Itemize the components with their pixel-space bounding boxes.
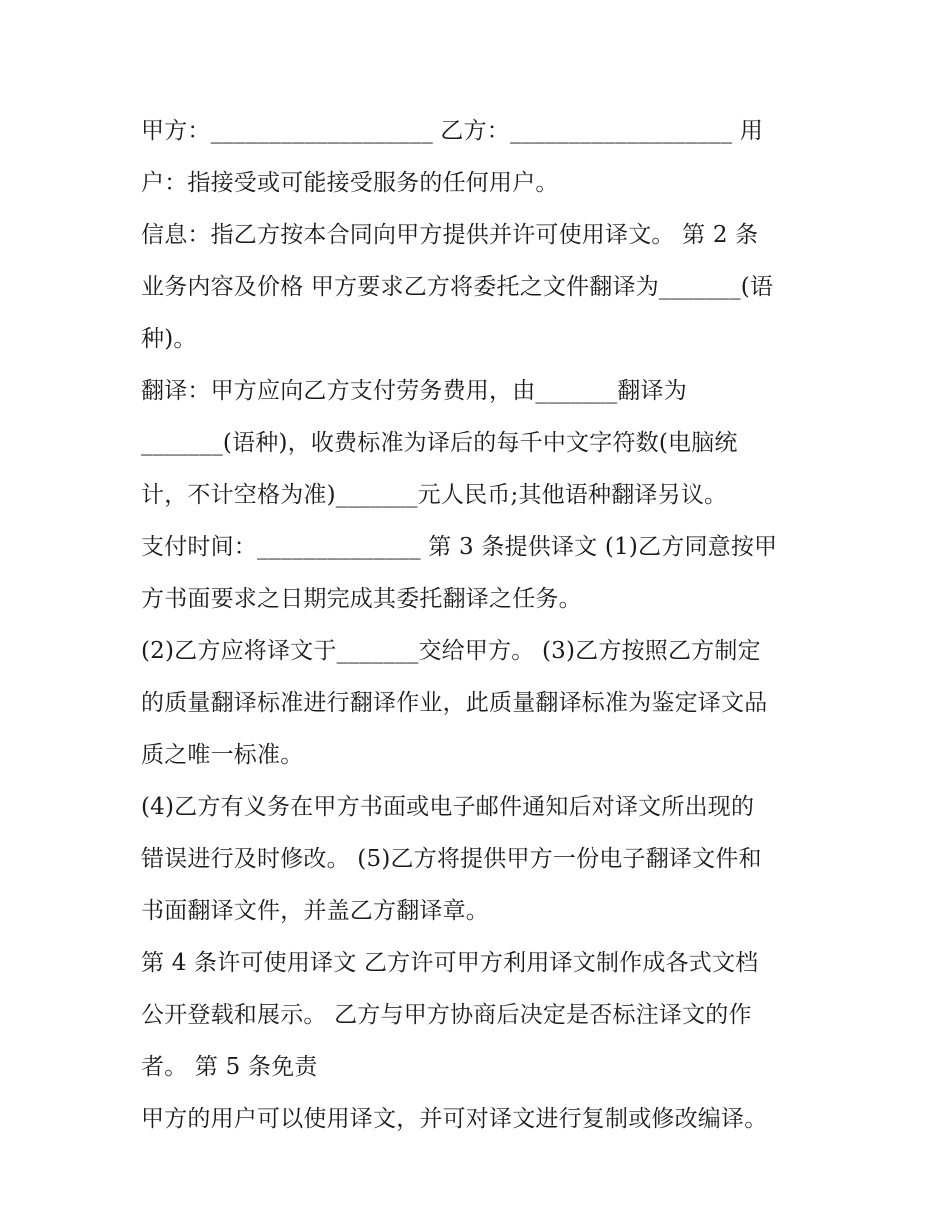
text-line: 甲方：___________________ 乙方：___________________ 用 (141, 118, 764, 144)
text-line: 计，不计空格为准)_______元人民币;其他语种翻译另议。 (141, 482, 728, 508)
text-line: 种)。 (141, 326, 197, 352)
text-line: 的质量翻译标准进行翻译作业，此质量翻译标准为鉴定译文品 (141, 690, 768, 716)
text-line: 第 4 条许可使用译文 乙方许可甲方利用译文制作成各式文档 (141, 950, 759, 976)
text-line: 户：指接受或可能接受服务的任何用户。 (141, 170, 559, 196)
text-line: 方书面要求之日期完成其委托翻译之任务。 (141, 586, 582, 612)
text-line: 信息：指乙方按本合同向甲方提供并许可使用译文。 第 2 条 (141, 222, 759, 248)
text-line: 者。 第 5 条免责 (141, 1054, 318, 1080)
text-line: 支付时间：______________ 第 3 条提供译文 (1)乙方同意按甲 (141, 534, 778, 560)
text-line: 甲方的用户可以使用译文，并可对译文进行复制或修改编译。 (141, 1106, 768, 1132)
text-line: 书面翻译文件，并盖乙方翻译章。 (141, 898, 489, 924)
text-line: 错误进行及时修改。 (5)乙方将提供甲方一份电子翻译文件和 (141, 846, 762, 872)
text-line: _______(语种)，收费标准为译后的每千中文字符数(电脑统 (141, 430, 738, 456)
text-line: (2)乙方应将译文于_______交给甲方。 (3)乙方按照乙方制定 (141, 638, 761, 664)
text-line: 质之唯一标准。 (141, 742, 304, 768)
text-line: 业务内容及价格 甲方要求乙方将委托之文件翻译为_______(语 (141, 274, 774, 300)
document-body (141, 105, 821, 1145)
text-line: (4)乙方有义务在甲方书面或电子邮件通知后对译文所出现的 (141, 794, 755, 820)
text-line: 翻译：甲方应向乙方支付劳务费用，由_______翻译为 (141, 378, 687, 404)
text-line: 公开登载和展示。 乙方与甲方协商后决定是否标注译文的作 (141, 1002, 752, 1028)
